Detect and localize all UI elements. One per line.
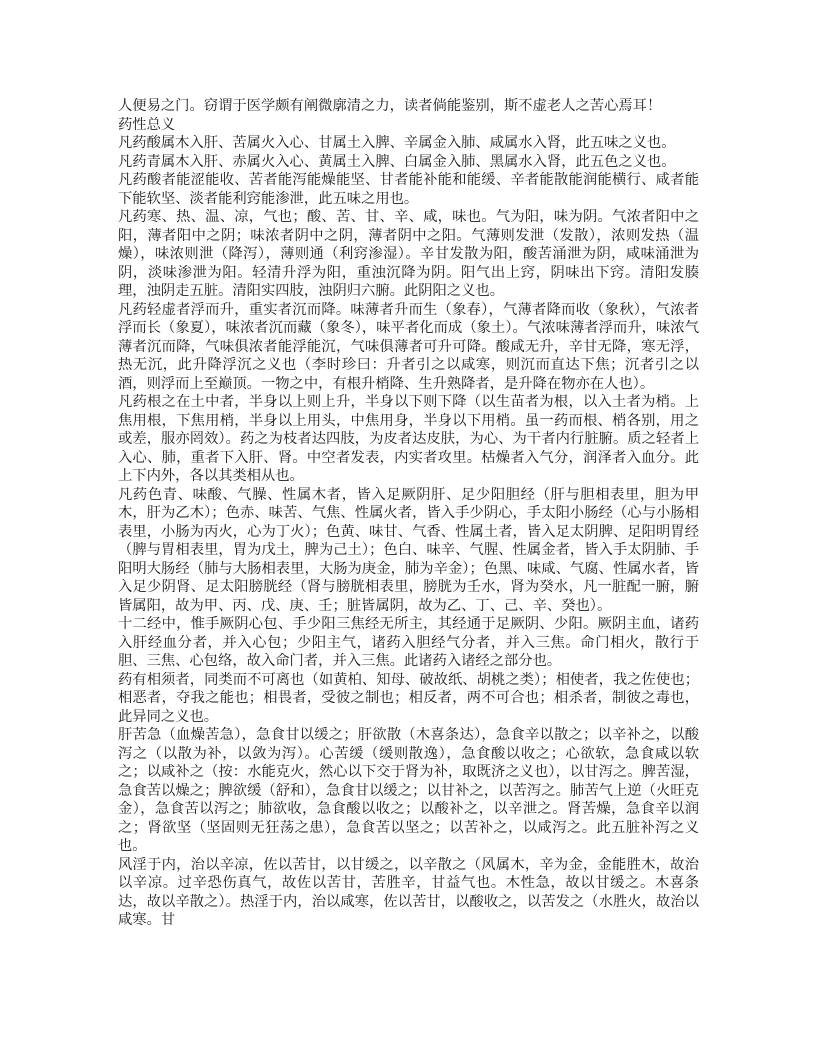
paragraph-five-colors: 凡药青属木入肝、赤属火入心、黄属土入脾、白属金入肺、黑属水入肾，此五色之义也。: [118, 153, 676, 170]
paragraph-drug-interactions: 药有相须者，同类而不可离也（如黄柏、知母、破故纸、胡桃之类）；相使者，我之佐使也；相恶者，夺我之能也；相畏者，受彼之制也；相反者，两不可合也；相杀者，制彼之毒也，此异同之义也。: [118, 671, 699, 725]
paragraph-five-flavors: 凡药酸属木入肝、苦属火入心、甘属土入脾、辛属金入肺、咸属水入肾，此五味之义也。: [118, 135, 676, 151]
paragraph-meridian-entry: 凡药色青、味酸、气臊、性属木者，皆入足厥阴肝、足少阳胆经（肝与胆相表里，胆为甲木，肝为乙木）；色赤、味苦、气焦、性属火者，皆入手少阴心，手太阳小肠经（心与小肠相表里，小肠为丙火，心为丁火）；色黄、味甘、气香、性属土者，皆入足太阴脾、足阳明胃经（脾与胃相表里，胃为戊土，脾为己土）；色白、味辛、气腥、性属金者，皆入手太阴肺、手阳明大肠经（肺与大肠相表里，大肠为庚金，肺为辛金）；色黑、味咸、气腐、性属水者，皆入足少阴肾、足太阳膀胱经（肾与膀胱相表里，膀胱为壬水，肾为癸水，凡一脏配一腑，腑皆属阳，故为甲、丙、戊、庚、壬；脏皆属阴，故为乙、丁、己、辛、癸也）。: [118, 486, 699, 614]
page-content: [118, 97, 699, 930]
paragraph-ascending-descending: 凡药轻虚者浮而升，重实者沉而降。味薄者升而生（象春），气薄者降而收（象秋），气浓者浮而长（象夏），味浓者沉而藏（象冬），味平者化而成（象土）。气浓味薄者浮而升，味浓气薄者沉而降，气味俱浓者能浮能沉，气味俱薄者可升可降。酸咸无升，辛甘无降，寒无浮，热无沉，此升降浮沉之义也（李时珍曰：升者引之以咸寒，则沉而直达下焦；沉者引之以酒，则浮而上至巅顶。一物之中，有根升梢降、生升熟降者，是升降在物亦在人也）。: [118, 301, 699, 392]
paragraph-twelve-meridians: 十二经中，惟手厥阴心包、手少阳三焦经无所主，其经通于足厥阴、少阳。厥阴主血，诸药入肝经血分者，并入心包；少阳主气，诸药入胆经气分者，并入三焦。命门相火，散行于胆、三焦、心包络，故入命门者，并入三焦。此诸药入诸经之部分也。: [118, 616, 699, 669]
paragraph-wind-heat-treatment: 风淫于内，治以辛凉，佐以苦甘，以甘缓之，以辛散之（风属木，辛为金，金能胜木，故治以辛凉。过辛恐伤真气，故佐以苦甘，苦胜辛，甘益气也。木性急，故以甘缓之。木喜条达，故以辛散之）。热淫于内，治以咸寒，佐以苦甘，以酸收之，以苦发之（水胜火，故治以咸寒。甘: [118, 856, 699, 928]
paragraph-roots-and-parts: 凡药根之在土中者，半身以上则上升，半身以下则下降（以生苗者为根，以入土者为梢。上焦用根，下焦用梢，半身以上用头，中焦用身，半身以下用梢。虽一药而根、梢各别，用之或差，服亦罔效）。药之为枝者达四肢，为皮者达皮肤，为心、为干者内行脏腑。质之轻者上入心、肺，重者下入肝、肾。中空者发表，内实者攻里。枯燥者入气分，润泽者入血分。此上下内外，各以其类相从也。: [118, 394, 699, 484]
paragraph-five-flavor-uses: 凡药酸者能涩能收、苦者能泻能燥能坚、甘者能补能和能缓、辛者能散能润能横行、咸者能下能软坚、淡者能利窍能渗泄，此五味之用也。: [118, 172, 699, 207]
intro-continuation-line: 人便易之门。窃谓于医学颇有阐微廓清之力，读者倘能鉴别，斯不虚老人之苦心焉耳！: [118, 98, 662, 114]
paragraph-yin-yang: 凡药寒、热、温、凉，气也；酸、苦、甘、辛、咸，味也。气为阳，味为阴。气浓者阳中之阳，薄者阳中之阴；味浓者阴中之阴，薄者阴中之阳。气薄则发泄（发散），浓则发热（温燥），味浓则泄（降泻），薄则通（利窍渗湿）。辛甘发散为阳，酸苦涌泄为阴，咸味涌泄为阴，淡味渗泄为阳。轻清升浮为阳，重浊沉降为阴。阳气出上窍，阴味出下窍。清阳发腠理，浊阴走五脏。清阳实四肢，浊阴归六腑。此阴阳之义也。: [118, 209, 699, 299]
paragraph-five-organs-tonify-purge: 肝苦急（血燥苦急），急食甘以缓之；肝欲散（木喜条达），急食辛以散之；以辛补之，以酸泻之（以散为补，以敛为泻）。心苦缓（缓则散逸），急食酸以收之；心欲软，急食咸以软之；以咸补之（按：水能克火，然心以下交于肾为补，取既济之义也），以甘泻之。脾苦湿，急食苦以燥之；脾欲缓（舒和），急食甘以缓之；以甘补之，以苦泻之。肺苦气上逆（火旺克金），急食苦以泻之；肺欲收，急食酸以收之；以酸补之，以辛泄之。肾苦燥，急食辛以润之；肾欲坚（坚固则无狂荡之患），急食苦以坚之；以苦补之，以咸泻之。此五脏补泻之义也。: [118, 727, 699, 854]
section-heading: 药性总义: [118, 116, 176, 133]
